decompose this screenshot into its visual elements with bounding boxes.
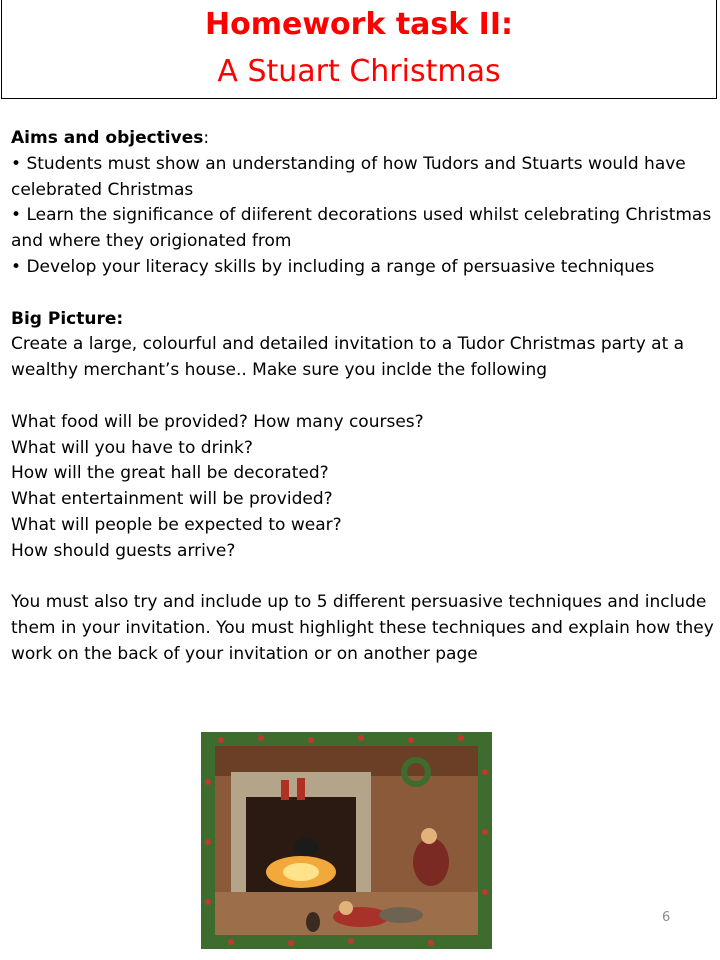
question-drink: What will you have to drink? xyxy=(11,437,253,458)
question-food: What food will be provided? How many courses? xyxy=(11,411,424,432)
aims-heading-label: Aims and objectives xyxy=(11,128,204,148)
big-picture-heading: Big Picture: xyxy=(11,308,124,329)
aims-heading xyxy=(11,126,715,152)
aims-bullet-2: • Learn the significance of diiferent decorations used whilst celebrating Christmas and where they origionated from xyxy=(11,205,712,252)
title-line-2: A Stuart Christmas xyxy=(217,54,501,89)
aims-bullet-1: • Students must show an understanding of how Tudors and Stuarts would have celebrated Christmas xyxy=(11,153,686,200)
page-number: 6 xyxy=(662,910,671,925)
aims-bullet-text: Students must show an understanding of how Tudors and Stuarts would have celebrated Christmas xyxy=(11,153,686,200)
question-entertainment: What entertainment will be provided? xyxy=(11,489,333,510)
big-picture-text: Create a large, colourful and detailed invitation to a Tudor Christmas party at a wealthy merchant’s house.. Make sure you inclde the following xyxy=(11,334,685,381)
aims-bullet-3: • Develop your literacy skills by including a range of persuasive techniques xyxy=(11,256,655,277)
closing-text: You must also try and include up to 5 different persuasive techniques and include them in your invitation. You must highlight these techniques and explain how they work on the back of your invitation or on another page xyxy=(11,592,714,664)
question-wear: What will people be expected to wear? xyxy=(11,514,342,535)
christmas-fireplace-illustration xyxy=(201,732,492,949)
question-arrival: How should guests arrive? xyxy=(11,540,236,561)
aims-bullet-text: Develop your literacy skills by including a range of persuasive techniques xyxy=(26,256,655,277)
aims-heading-colon: : xyxy=(203,128,210,148)
body-text xyxy=(11,126,715,668)
title-box xyxy=(1,0,717,99)
question-decoration: How will the great hall be decorated? xyxy=(11,463,329,484)
aims-bullet-text: Learn the significance of diiferent decorations used whilst celebrating Christmas and where they origionated from xyxy=(11,205,712,252)
title-line-1: Homework task II: xyxy=(205,7,513,42)
